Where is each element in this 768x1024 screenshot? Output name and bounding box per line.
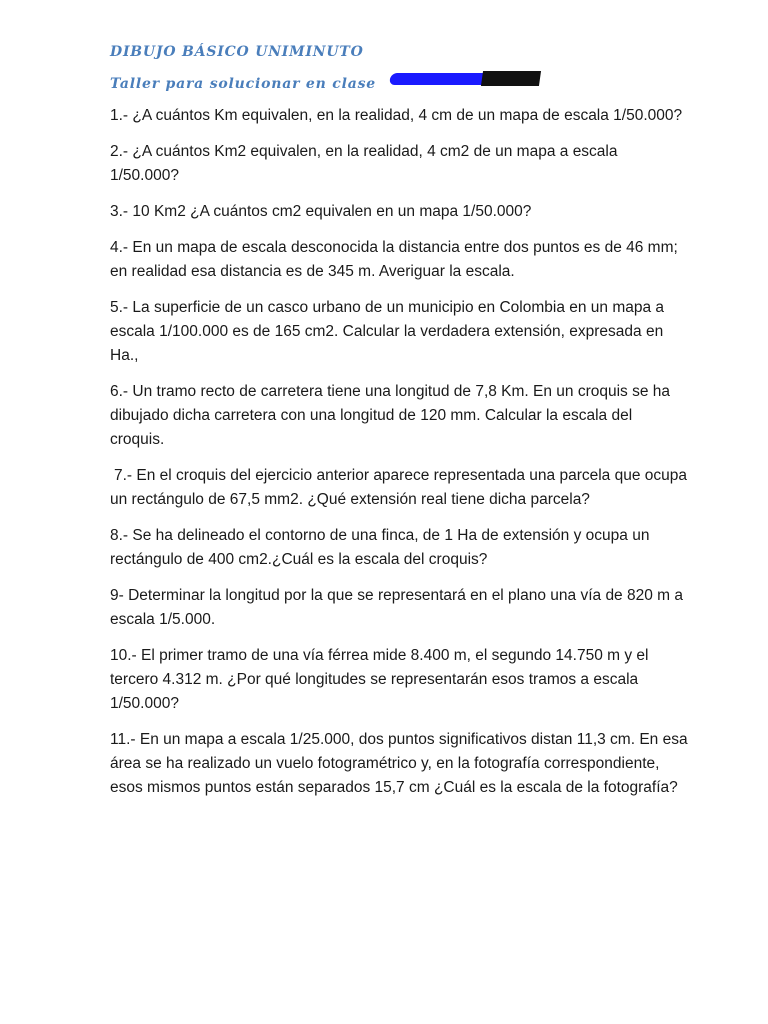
document-title: DIBUJO BÁSICO UNIMINUTO — [110, 44, 364, 60]
question-3: 3.- 10 Km2 ¿A cuántos cm2 equivalen en un mapa 1/50.000? — [110, 203, 532, 220]
question-6: 6.- Un tramo recto de carretera tiene una longitud de 7,8 Km. En un croquis se ha dibujado dicha carretera con una longitud de 120 mm. Calcular la escala del croquis. — [110, 383, 671, 448]
question-2: 2.- ¿A cuántos Km2 equivalen, en la realidad, 4 cm2 de un mapa a escala 1/50.000? — [110, 143, 618, 184]
redaction-mark — [390, 71, 540, 89]
question-7: 7.- En el croquis del ejercicio anterior aparece representada una parcela que ocupa un rectángulo de 67,5 mm2. ¿Qué extensión real tiene dicha parcela? — [110, 467, 687, 508]
redaction-blue-scribble — [388, 73, 487, 85]
question-9: 9- Determinar la longitud por la que se representará en el plano una vía de 820 m a escala 1/5.000. — [110, 587, 683, 628]
document-subtitle — [110, 72, 688, 96]
question-1: 1.- ¿A cuántos Km equivalen, en la realidad, 4 cm de un mapa de escala 1/50.000? — [110, 107, 683, 124]
question-10: 10.- El primer tramo de una vía férrea mide 8.400 m, el segundo 14.750 m y el tercero 4.312 m. ¿Por qué longitudes se representarán esos tramos a escala 1/50.000? — [110, 647, 649, 712]
question-4: 4.- En un mapa de escala desconocida la distancia entre dos puntos es de 46 mm; en realidad esa distancia es de 345 m. Averiguar la escala. — [110, 239, 678, 280]
question-8: 8.- Se ha delineado el contorno de una finca, de 1 Ha de extensión y ocupa un rectángulo de 400 cm2.¿Cuál es la escala del croquis? — [110, 527, 650, 568]
redaction-black-box — [481, 71, 541, 86]
question-11: 11.- En un mapa a escala 1/25.000, dos puntos significativos distan 11,3 cm. En esa área se ha realizado un vuelo fotogramétrico y, en la fotografía correspondiente, esos mismos puntos están separados 15,7 cm ¿Cuál es la escala de la fotografía? — [110, 731, 688, 796]
question-list — [110, 104, 688, 800]
subtitle-text: Taller para solucionar en clase — [110, 76, 376, 92]
question-5: 5.- La superficie de un casco urbano de un municipio en Colombia en un mapa a escala 1/100.000 es de 165 cm2. Calcular la verdadera extensión, expresada en Ha., — [110, 299, 665, 364]
